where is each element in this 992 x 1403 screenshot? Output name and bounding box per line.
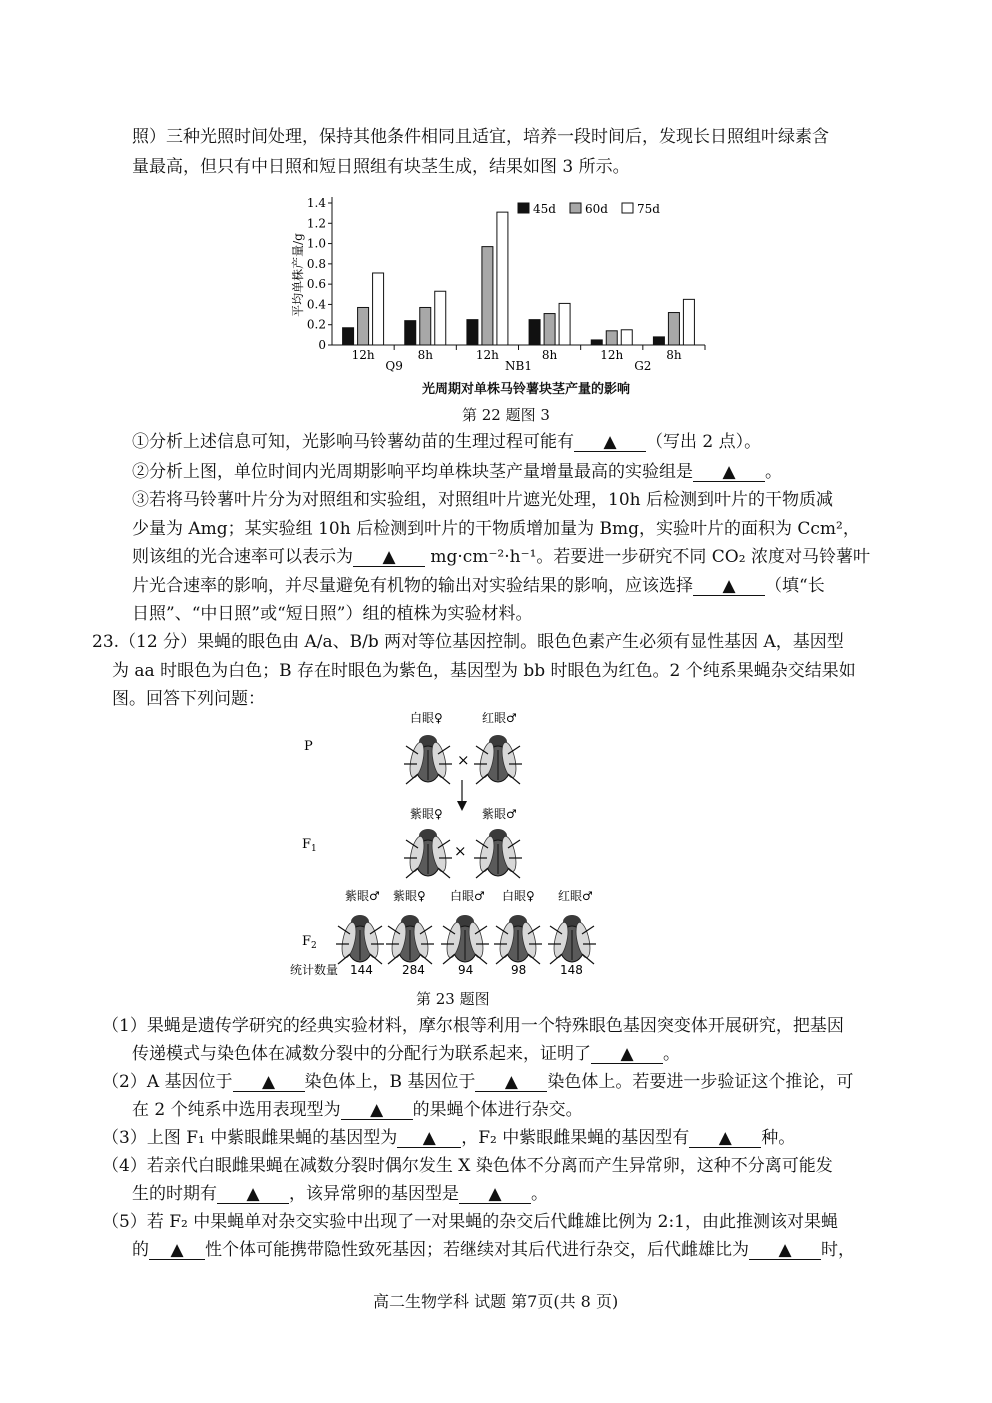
fly-image bbox=[474, 829, 522, 878]
answer-blank[interactable]: ▲ bbox=[689, 1129, 761, 1148]
q22-sub-1-text-a: ①分析上述信息可知，光影响马铃薯幼苗的生理过程可能有 bbox=[132, 432, 574, 452]
legend-swatch bbox=[518, 203, 529, 213]
q22-intro-line-2: 量最高，但只有中日照和短日照组有块茎生成，结果如图 3 所示。 bbox=[132, 157, 630, 177]
bar bbox=[591, 340, 602, 345]
cross-symbol: × bbox=[457, 751, 470, 769]
q23-p5-text-a: 的 bbox=[132, 1240, 149, 1260]
generation-f2-label: $F_2$ bbox=[302, 934, 317, 951]
y-tick-label: 0 bbox=[318, 338, 326, 352]
q22-sub-3-line-5: 日照”、“中日照”或“短日照”）组的植株为实验材料。 bbox=[132, 604, 533, 624]
f2-count-3: 94 bbox=[458, 963, 474, 977]
q23-p4-line-2 bbox=[132, 1183, 548, 1205]
chart-title: 光周期对单株马铃薯块茎产量的影响 bbox=[422, 382, 631, 397]
q22-sub-3-line-4 bbox=[132, 575, 825, 597]
q22-sub-1 bbox=[132, 431, 761, 453]
f1-female-label: 紫眼♀ bbox=[410, 807, 443, 821]
fly-image bbox=[441, 915, 489, 964]
f2-count-4: 98 bbox=[511, 963, 527, 977]
answer-blank[interactable]: ▲ bbox=[574, 433, 646, 452]
q22-sub-2 bbox=[132, 461, 782, 483]
q23-p1-line-2 bbox=[132, 1043, 680, 1065]
answer-blank[interactable]: ▲ bbox=[693, 463, 765, 482]
bar bbox=[482, 247, 493, 345]
arrow-down-icon bbox=[457, 801, 467, 811]
legend-swatch bbox=[570, 203, 581, 213]
generation-f1-label: $F_1$ bbox=[302, 837, 317, 854]
f2-count-2: 284 bbox=[402, 963, 425, 977]
q23-p4-text-b: ，该异常卵的基因型是 bbox=[289, 1184, 459, 1204]
y-tick-label: 0.8 bbox=[306, 256, 326, 271]
q23-p2-text-b: 染色体上，B 基因位于 bbox=[304, 1072, 476, 1092]
q22-sub-3-text-d: （填“长 bbox=[765, 576, 825, 596]
fly-image bbox=[494, 915, 542, 964]
q22-sub-3-text-a: 则该组的光合速率可以表示为 bbox=[132, 547, 353, 567]
y-tick-label: 0.6 bbox=[306, 277, 326, 292]
p-male-label: 红眼♂ bbox=[482, 711, 517, 725]
fly-image bbox=[386, 915, 434, 964]
answer-blank[interactable]: ▲ bbox=[233, 1073, 305, 1092]
q23-p2-text-e: 的果蝇个体进行杂交。 bbox=[412, 1100, 583, 1120]
group-label: G2 bbox=[634, 359, 652, 373]
generation-p-label: P bbox=[304, 739, 313, 754]
group-label: NB1 bbox=[505, 359, 532, 373]
bar bbox=[621, 330, 632, 345]
fly-image bbox=[548, 915, 596, 964]
answer-blank[interactable]: ▲ bbox=[341, 1101, 413, 1120]
q23-p2-text-a: （2）A 基因位于 bbox=[102, 1072, 233, 1092]
q23-p3-text-b: ，F₂ 中紫眼雌果蝇的基因型有 bbox=[461, 1128, 690, 1148]
y-tick-label: 0.4 bbox=[306, 297, 326, 312]
q23-p2-line-2 bbox=[132, 1099, 583, 1121]
fly-image bbox=[336, 915, 384, 964]
y-tick-label: 1.2 bbox=[306, 216, 326, 231]
bar bbox=[606, 331, 617, 345]
q23-heading-line-1: 23.（12 分）果蝇的眼色由 A/a、B/b 两对等位基因控制。眼色色素产生必须有显性基因 A，基因型 bbox=[92, 632, 844, 652]
y-axis-label: 平均单株产量/g bbox=[291, 233, 305, 317]
bar bbox=[343, 328, 354, 345]
f2-label-3: 白眼♂ bbox=[450, 889, 485, 903]
bar bbox=[373, 273, 384, 345]
q23-heading-line-2: 为 aa 时眼色为白色；B 存在时眼色为紫色，基因型为 bb 时眼色为红色。2 个纯系果蝇杂交结果如 bbox=[112, 661, 856, 681]
bar bbox=[668, 313, 679, 345]
figure-23-caption: 第 23 题图 bbox=[416, 990, 490, 1008]
answer-blank[interactable]: ▲ bbox=[693, 577, 765, 596]
x-tick-label: 8h bbox=[417, 348, 433, 362]
q23-p2-line-1 bbox=[102, 1071, 853, 1093]
q23-p2-text-d: 在 2 个纯系中选用表现型为 bbox=[132, 1100, 341, 1120]
cross-symbol: × bbox=[454, 842, 467, 860]
fly-image bbox=[404, 829, 452, 878]
bar bbox=[467, 320, 478, 345]
x-tick-label: 12h bbox=[600, 348, 624, 362]
x-tick-label: 8h bbox=[541, 348, 558, 362]
group-label: Q9 bbox=[385, 359, 403, 373]
bar-chart bbox=[280, 190, 710, 380]
f2-count-1: 144 bbox=[350, 963, 373, 977]
q22-sub-3-text-c: 片光合速率的影响，并尽量避免有机物的输出对实验结果的影响，应该选择 bbox=[132, 576, 693, 596]
answer-blank[interactable]: ▲ bbox=[353, 548, 425, 567]
f2-count-5: 148 bbox=[560, 963, 583, 977]
y-tick-label: 0.2 bbox=[306, 317, 326, 332]
q23-p3-text-c: 种。 bbox=[761, 1128, 796, 1148]
q23-p1-text-b: 。 bbox=[663, 1044, 680, 1064]
bar bbox=[497, 212, 508, 345]
bar bbox=[435, 291, 446, 345]
q22-sub-3-line-1: ③若将马铃薯叶片分为对照组和实验组，对照组叶片遮光处理，10h 后检测到叶片的干物质减 bbox=[132, 490, 833, 510]
bar bbox=[544, 314, 555, 345]
answer-blank[interactable]: ▲ bbox=[217, 1185, 289, 1204]
x-tick-label: 8h bbox=[666, 348, 682, 362]
q22-sub-2-text-b: 。 bbox=[765, 462, 782, 482]
f2-label-5: 红眼♂ bbox=[558, 889, 593, 903]
bar bbox=[420, 307, 431, 345]
q22-sub-3-text-b: mg·cm⁻²·h⁻¹。若要进一步研究不同 CO₂ 浓度对马铃薯叶 bbox=[425, 547, 870, 567]
q23-p5-text-c: 时， bbox=[821, 1240, 855, 1260]
answer-blank[interactable]: ▲ bbox=[397, 1129, 461, 1148]
cross-diagram bbox=[290, 700, 620, 985]
f1-male-label: 紫眼♂ bbox=[482, 807, 517, 821]
fly-image bbox=[404, 735, 452, 784]
q22-sub-3-line-2: 少量为 Amg；某实验组 10h 后检测到叶片的干物质增加量为 Bmg，实验叶片的面积为 Ccm²， bbox=[132, 519, 860, 539]
q23-p4-text-a: 生的时期有 bbox=[132, 1184, 217, 1204]
bar bbox=[559, 303, 570, 345]
q23-p5-line-2 bbox=[132, 1239, 855, 1261]
fly-image bbox=[474, 735, 522, 784]
q23-p1-text-a: 传递模式与染色体在减数分裂中的分配行为联系起来，证明了 bbox=[132, 1044, 591, 1064]
y-tick-label: 1.4 bbox=[306, 196, 326, 210]
q23-heading-line-3: 图。回答下列问题： bbox=[112, 689, 265, 709]
x-tick-label: 12h bbox=[475, 348, 499, 362]
legend-swatch bbox=[622, 203, 633, 213]
bar bbox=[529, 320, 540, 345]
f2-label-1: 紫眼♂ bbox=[345, 889, 380, 903]
bar bbox=[653, 337, 664, 345]
answer-blank[interactable]: ▲ bbox=[459, 1185, 531, 1204]
q23-p5-text-b: 性个体可能携带隐性致死基因；若继续对其后代进行杂交，后代雌雄比为 bbox=[205, 1240, 749, 1260]
answer-blank[interactable]: ▲ bbox=[749, 1241, 821, 1260]
q23-p3-text-a: （3）上图 F₁ 中紫眼雌果蝇的基因型为 bbox=[102, 1128, 398, 1148]
legend-label: 75d bbox=[637, 202, 660, 216]
f2-label-4: 白眼♀ bbox=[502, 889, 535, 903]
q23-p2-text-c: 染色体上。若要进一步验证这个推论，可 bbox=[547, 1072, 854, 1092]
bar bbox=[358, 307, 369, 345]
x-tick-label: 12h bbox=[351, 348, 375, 362]
q23-p5-line-1: （5）若 F₂ 中果蝇单对杂交实验中出现了一对果蝇的杂交后代雌雄比例为 2:1，由此推测该对果蝇 bbox=[102, 1212, 838, 1232]
q23-p1-line-1: （1）果蝇是遗传学研究的经典实验材料，摩尔根等利用一个特殊眼色基因突变体开展研究，把基因 bbox=[102, 1016, 844, 1036]
figure-3-caption: 第 22 题图 3 bbox=[462, 406, 550, 424]
legend-label: 60d bbox=[585, 202, 608, 216]
legend-label: 45d bbox=[533, 202, 556, 216]
page-footer: 高二生物学科 试题 第7页(共 8 页) bbox=[373, 1292, 619, 1311]
bar bbox=[405, 321, 416, 345]
q22-sub-3-line-3 bbox=[132, 546, 870, 568]
bar bbox=[683, 299, 694, 345]
q22-intro-line-1: 照）三种光照时间处理，保持其他条件相同且适宜，培养一段时间后，发现长日照组叶绿素含 bbox=[132, 127, 829, 147]
answer-blank[interactable]: ▲ bbox=[475, 1073, 547, 1092]
count-label: 统计数量 bbox=[290, 963, 339, 977]
q22-sub-1-text-b: （写出 2 点）。 bbox=[646, 432, 762, 452]
answer-blank[interactable]: ▲ bbox=[149, 1241, 205, 1260]
q23-p4-line-1: （4）若亲代白眼雌果蝇在减数分裂时偶尔发生 X 染色体不分离而产生异常卵，这种不分离可能发 bbox=[102, 1156, 833, 1176]
q22-sub-2-text-a: ②分析上图，单位时间内光周期影响平均单株块茎产量增量最高的实验组是 bbox=[132, 462, 693, 482]
y-tick-label: 1.0 bbox=[306, 236, 326, 251]
p-female-label: 白眼♀ bbox=[410, 711, 443, 725]
q23-p3-line bbox=[102, 1127, 795, 1149]
answer-blank[interactable]: ▲ bbox=[591, 1045, 663, 1064]
q23-p4-text-c: 。 bbox=[531, 1184, 548, 1204]
f2-label-2: 紫眼♀ bbox=[393, 889, 426, 903]
